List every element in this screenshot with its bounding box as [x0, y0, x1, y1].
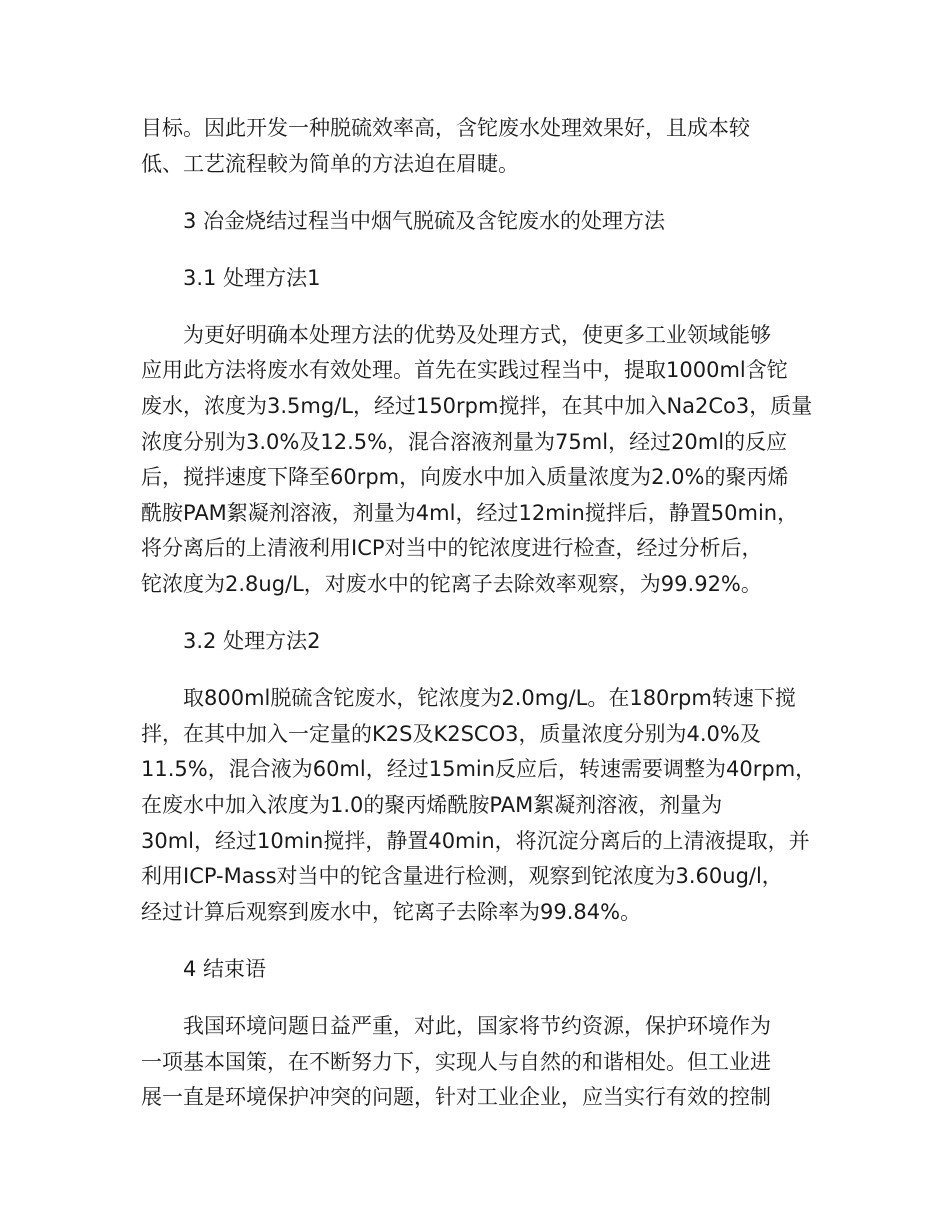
- text-line: 目标。因此开发一种脱硫效率高，含铊废水处理效果好，且成本较: [141, 116, 750, 140]
- paragraph-gap: [141, 603, 809, 625]
- section-heading-4: 4 结束语: [183, 956, 267, 981]
- text-line: 我国环境问题日益严重，对此，国家将节约资源，保护环境作为: [183, 1013, 771, 1038]
- paragraph-4: [141, 1009, 809, 1116]
- text-line: 浓度分别为3.0%及12.5%，混合溶液剂量为75ml，经过20ml的反应: [141, 429, 788, 454]
- paragraph-intro: [141, 111, 809, 182]
- paragraph-gap: [141, 930, 809, 952]
- section-heading-3: 3 冶金烧结过程当中烟气脱硫及含铊废水的处理方法: [183, 208, 666, 233]
- paragraph-3-1: [141, 318, 813, 603]
- text-line: 将分离后的上清液利用ICP对当中的铊浓度进行检查，经过分析后，: [141, 536, 763, 561]
- section-heading-3-2: 3.2 处理方法2: [183, 629, 321, 654]
- text-line: 铊浓度为2.8ug/L，对废水中的铊离子去除效率观察，为99.92%。: [141, 572, 762, 597]
- text-line: 经过计算后观察到废水中，铊离子去除率为99.84%。: [141, 899, 642, 924]
- text-line: 展一直是环境保护冲突的问题，针对工业企业，应当实行有效的控制: [141, 1085, 771, 1110]
- text-line: 利用ICP-Mass对当中的铊含量进行检测，观察到铊浓度为3.60ug/l，: [141, 864, 783, 889]
- document-body: [141, 111, 817, 1116]
- text-line: 废水，浓度为3.5mg/L，经过150rpm搅拌，在其中加入Na2Co3，质量: [141, 394, 813, 419]
- text-line: 为更好明确本处理方法的优势及处理方式，使更多工业领域能够: [183, 322, 771, 347]
- text-line: 应用此方法将废水有效处理。首先在实践过程当中，提取1000ml含铊: [141, 358, 788, 383]
- text-line: 取800ml脱硫含铊废水，铊浓度为2.0mg/L。在180rpm转速下搅: [183, 686, 796, 711]
- text-line: 后，搅拌速度下降至60rpm，向废水中加入质量浓度为2.0%的聚丙烯: [141, 465, 789, 490]
- paragraph-gap: [141, 660, 809, 682]
- text-line: 拌，在其中加入一定量的K2S及K2SCO3，质量浓度分别为4.0%及: [141, 721, 761, 746]
- text-line: 在废水中加入浓度为1.0的聚丙烯酰胺PAM絮凝剂溶液，剂量为: [141, 793, 723, 817]
- paragraph-gap: [141, 239, 809, 261]
- paragraph-3-2: [141, 681, 817, 930]
- paragraph-gap: [141, 296, 809, 318]
- section-heading-3-1: 3.1 处理方法1: [183, 265, 321, 290]
- paragraph-gap: [141, 182, 809, 204]
- paragraph-gap: [141, 987, 809, 1009]
- text-line: 低、工艺流程較为简单的方法迫在眉睫。: [141, 151, 519, 176]
- text-line: 一项基本国策，在不断努力下，实现人与自然的和谐相处。但工业进: [141, 1049, 771, 1074]
- text-line: 酰胺PAM絮凝剂溶液，剂量为4ml，经过12min搅拌后，静置50min，: [141, 500, 799, 525]
- text-line: 11.5%，混合液为60ml，经过15min反应后，转速需要调整为40rpm，: [141, 757, 817, 782]
- text-line: 30ml，经过10min搅拌，静置40min，将沉淀分离后的上清液提取，并: [141, 828, 810, 853]
